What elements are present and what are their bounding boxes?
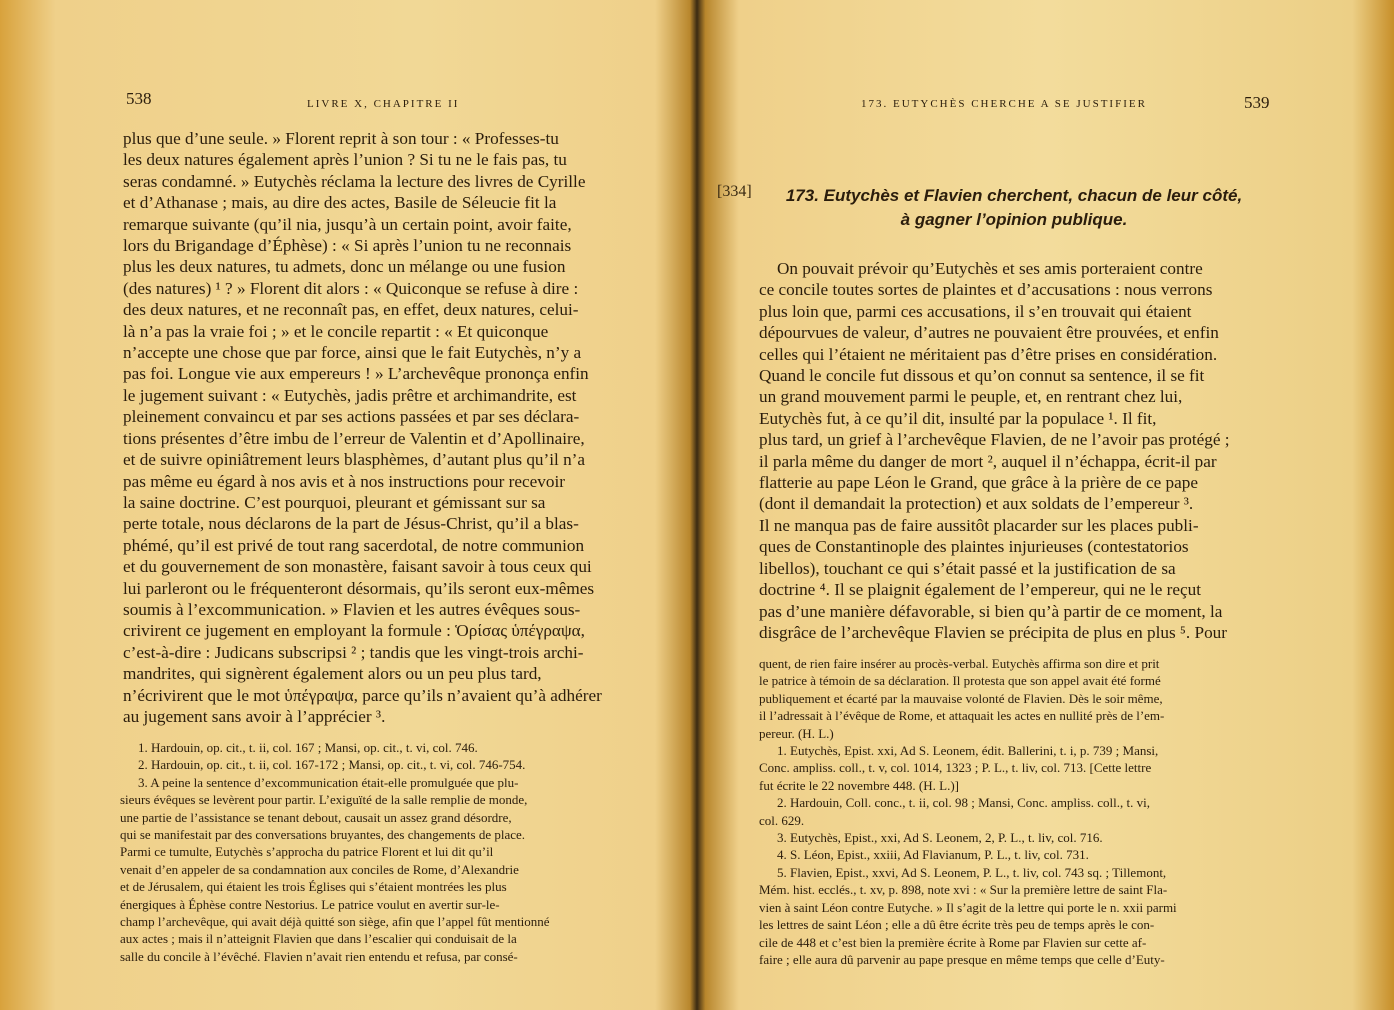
body-line: (des natures) ¹ ? » Florent dit alors : « Quiconque se refuse à dire : — [123, 278, 579, 298]
footnote-line: fut écrite le 22 novembre 448. (H. L.)] — [759, 777, 959, 793]
footnote-line: le patrice à témoin de sa déclaration. Il protesta que son appel avait été formé — [759, 673, 1161, 689]
body-line: On pouvait prévoir qu’Eutychès et ses amis porteraient contre — [777, 259, 1203, 278]
body-line: là n’a pas la vraie foi ; » et le concile repartit : « Et quiconque — [123, 321, 549, 341]
body-line: plus tard, un grief à l’archevêque Flavien, de ne l’avoir pas protégé ; — [759, 430, 1230, 450]
body-line: pas foi. Longue vie aux empereurs ! » L’archevêque prononça enfin — [123, 364, 589, 384]
body-line: ques de Constantinople des plaintes injurieuses (contestatorios — [759, 537, 1189, 557]
footnote-line: aux actes ; mais il n’atteignit Flavien que dans l’escalier qui conduisait de la — [120, 931, 517, 947]
body-line: pas d’une manière défavorable, si bien qu’à partir de ce moment, la — [759, 601, 1223, 621]
footnote-line: vien à saint Léon contre Eutyche. » Il s’agit de la lettre qui porte le n. xxii parmi — [759, 899, 1177, 915]
body-line: et du gouvernement de son monastère, faisant savoir à tous ceux qui — [123, 557, 592, 577]
body-line: au jugement sans avoir à l’apprécier ³. — [123, 706, 386, 726]
section-title-line-1: 173. Eutychès et Flavien cherchent, chacun de leur côté, — [785, 186, 1243, 205]
footnote-line: col. 629. — [759, 812, 805, 828]
body-line: lui parleront ou le fréquenteront désormais, qu’ils seront eux-mêmes — [123, 578, 595, 598]
body-line: Quand le concile fut dissous et qu’on connut sa sentence, il se fit — [759, 366, 1205, 386]
page-number-left: 538 — [126, 89, 152, 108]
running-head-right: 173. EUTYCHÈS CHERCHE A SE JUSTIFIER — [861, 98, 1147, 110]
footnote-line: cile de 448 et c’est bien la première écrite à Rome par Flavien sur cette af- — [759, 934, 1147, 950]
body-line: (dont il demandait la protection) et aux soldats de l’empereur ³. — [759, 494, 1194, 514]
body-line: phémé, qu’il est privé de tout rang sacerdotal, de notre communion — [123, 535, 585, 555]
left-body-text — [123, 128, 638, 727]
footnote-line: qui se manifestait par des conversations bruyantes, des changements de place. — [120, 827, 526, 843]
body-line: perte totale, nous déclarons de la part de Jésus-Christ, qu’il a blas- — [123, 514, 579, 534]
body-line: la saine doctrine. C’est pourquoi, pleurant et gémissant sur sa — [123, 492, 546, 512]
footnote-line: 3. Eutychès, Epist., xxi, Ad S. Leonem, 2, P. L., t. liv, col. 716. — [777, 830, 1103, 846]
body-line: les deux natures également après l’union ? Si tu ne le fais pas, tu — [123, 150, 567, 170]
footnote-line: il l’adressait à l’évêque de Rome, et attaquait les actes en nullité près de l’em- — [759, 708, 1165, 724]
footnote-line: 5. Flavien, Epist., xxvi, Ad S. Leonem, P. L., t. liv, col. 743 sq. ; Tillemont, — [777, 864, 1167, 880]
body-line: pas même eu égard à nos avis et à nos instructions pour recevoir — [123, 471, 565, 491]
body-line: il parla même du danger de mort ², auquel il n’échappa, écrit-il par — [759, 451, 1217, 471]
body-line: pleinement convaincu et par ses actions passées et par ses déclara- — [123, 407, 580, 427]
body-line: plus les deux natures, tu admets, donc un mélange ou une fusion — [123, 257, 566, 277]
footnote-line: champ l’archevêque, qui avait déjà quitté son siège, afin que l’appel fût mentionné — [120, 914, 550, 930]
body-line: des deux natures, et ne reconnaît pas, en effet, deux natures, celui- — [123, 300, 579, 320]
section-title-line-2: à gagner l’opinion publique. — [900, 210, 1128, 229]
footnote-line: une partie de l’assistance se tenant debout, causait un assez grand désordre, — [120, 809, 512, 825]
page-number-right: 539 — [1244, 93, 1270, 112]
footnote-line: salle du concile à l’évêché. Flavien n’avait rien entendu et refusa, par consé- — [120, 948, 518, 964]
left-footnotes — [120, 739, 635, 965]
footnote-line: 3. A peine la sentence d’excommunication était-elle promulguée que plu- — [138, 774, 519, 790]
footnote-line: énergiques à Éphèse contre Nestorius. Le patrice voulut en avertir sur-le- — [120, 896, 500, 912]
footnote-line: sieurs évêques se levèrent pour partir. L’exiguïté de la salle remplie de monde, — [120, 792, 528, 808]
footnote-line: Mém. hist. ecclés., t. xv, p. 898, note xvi : « Sur la première lettre de saint Fla- — [759, 882, 1168, 898]
body-line: remarque suivante (qu’il nia, jusqu’à un certain point, avoir faite, — [123, 214, 572, 234]
body-line: ce concile toutes sortes de plaintes et d’accusations : nous verrons — [759, 280, 1213, 300]
footnote-line: publiquement et écarté par la mauvaise volonté de Flavien. Dès le soir même, — [759, 690, 1163, 706]
footnote-line: venait d’en appeler de sa condamnation aux conciles de Rome, d’Alexandrie — [120, 861, 519, 877]
body-line: et d’Athanase ; mais, au dire des actes, Basile de Séleucie fit la — [123, 193, 557, 213]
right-body-text — [759, 258, 1274, 643]
body-line: n’accepte une chose que par force, ainsi que le fait Eutychès, n’y a — [123, 343, 582, 363]
footnote-line: et de Jérusalem, qui étaient les trois Églises qui s’étaient montrées les plus — [120, 879, 507, 895]
footnote-line: Parmi ce tumulte, Eutychès s’approcha du patrice Florent et lui dit qu’il — [120, 844, 494, 860]
body-line: tions présentes d’être imbu de l’erreur de Valentin et d’Apollinaire, — [123, 428, 585, 448]
body-line: libellos), touchant ce qui s’était passé et la justification de sa — [759, 558, 1176, 578]
footnote-line: 2. Hardouin, op. cit., t. ii, col. 167-172 ; Mansi, op. cit., t. vi, col. 746-754. — [138, 757, 526, 773]
body-line: celles qui l’étaient ne méritaient pas d’être prises en considération. — [759, 344, 1218, 364]
body-line: Eutychès fut, à ce qu’il dit, insulté par la populace ¹. Il fit, — [759, 408, 1157, 428]
section-title — [769, 184, 1259, 232]
body-line: n’écrivirent que le mot ὑπέγραψα, parce qu’ils n’avaient qu’à adhérer — [123, 685, 602, 705]
footnote-line: faire ; elle aura dû parvenir au pape presque en même temps que celle d’Euty- — [759, 951, 1165, 967]
body-line: lors du Brigandage d’Éphèse) : « Si après l’union tu ne reconnais — [123, 236, 572, 256]
body-line: plus loin que, parmi ces accusations, il s’en trouvait qui étaient — [759, 301, 1192, 321]
right-page — [699, 0, 1394, 1010]
body-line: Il ne manqua pas de faire aussitôt placarder sur les places publi- — [759, 515, 1199, 535]
footnote-line: les lettres de saint Léon ; elle a dû être écrite très peu de temps après le con- — [759, 917, 1155, 933]
margin-page-number: [334] — [717, 183, 752, 200]
body-line: crivirent ce jugement en employant la formule : Ὁρίσας ὑπέγραψα, — [123, 621, 585, 641]
body-line: le jugement suivant : « Eutychès, jadis prêtre et archimandrite, est — [123, 385, 577, 405]
footnote-line: pereur. (H. L.) — [759, 725, 834, 741]
footnote-line: 1. Hardouin, op. cit., t. ii, col. 167 ; Mansi, op. cit., t. vi, col. 746. — [138, 740, 478, 755]
body-line: dépourvues de valeur, d’autres ne pouvaient être prouvées, et enfin — [759, 323, 1219, 343]
running-head-left: LIVRE X, CHAPITRE II — [307, 98, 460, 110]
body-line: plus que d’une seule. » Florent reprit à son tour : « Professes-tu — [123, 129, 559, 148]
right-footnotes — [759, 655, 1274, 968]
body-line: flatterie au pape Léon le Grand, que grâce à la prière de ce pape — [759, 473, 1198, 493]
body-line: disgrâce de l’archevêque Flavien se précipita de plus en plus ⁵. Pour — [759, 622, 1227, 642]
body-line: doctrine ⁴. Il se plaignit également de l’empereur, qui ne le reçut — [759, 580, 1201, 600]
footnote-line: 4. S. Léon, Epist., xxiii, Ad Flavianum, P. L., t. liv, col. 731. — [777, 847, 1089, 863]
body-line: soumis à l’excommunication. » Flavien et les autres évêques sous- — [123, 599, 581, 619]
body-line: et de suivre opiniâtrement leurs blasphèmes, d’autant plus qu’il n’a — [123, 450, 586, 470]
body-line: seras condamné. » Eutychès réclama la lecture des livres de Cyrille — [123, 171, 586, 191]
footnote-line: quent, de rien faire insérer au procès-verbal. Eutychès affirma son dire et prit — [759, 656, 1160, 671]
body-line: c’est-à-dire : Judicans subscripsi ² ; tandis que les vingt-trois archi- — [123, 642, 584, 662]
left-page — [0, 0, 695, 1010]
footnote-line: 2. Hardouin, Coll. conc., t. ii, col. 98 ; Mansi, Conc. ampliss. coll., t. vi, — [777, 795, 1150, 811]
body-line: mandrites, qui signèrent également alors ou un peu plus tard, — [123, 664, 542, 684]
footnote-line: 1. Eutychès, Epist. xxi, Ad S. Leonem, édit. Ballerini, t. i, p. 739 ; Mansi, — [777, 743, 1159, 759]
body-line: un grand mouvement parmi le peuple, et, en rentrant chez lui, — [759, 387, 1183, 407]
footnote-line: Conc. ampliss. coll., t. v, col. 1014, 1323 ; P. L., t. liv, col. 713. [Cette lettre — [759, 760, 1152, 776]
